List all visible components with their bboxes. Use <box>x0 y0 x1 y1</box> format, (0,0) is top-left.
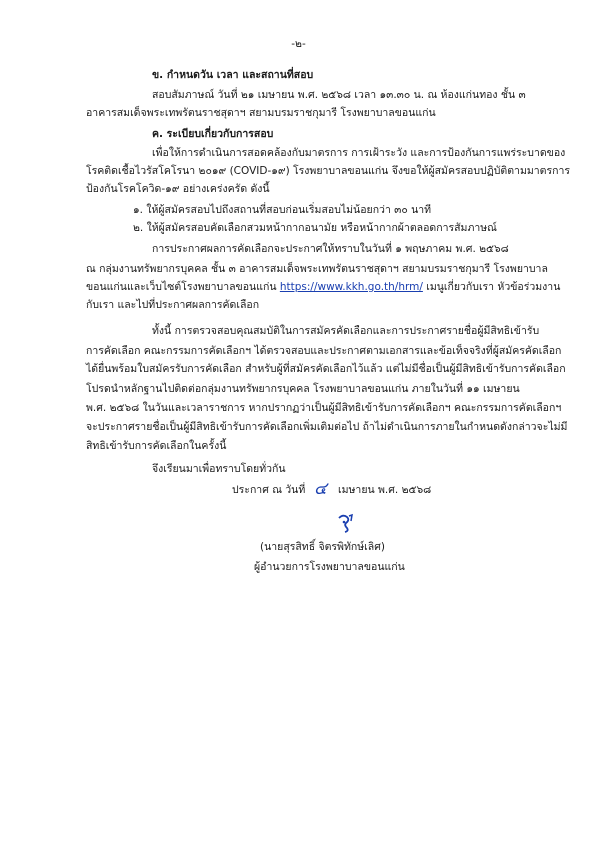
announce-line-3-tail: เมนูเกี่ยวกับเรา หัวข้อร่วมงาน <box>422 281 561 293</box>
announce-line-1: การประกาศผลการคัดเลือกจะประกาศให้ทราบในวันที่ ๑ พฤษภาคม พ.ศ. ๒๕๖๘ <box>152 243 509 255</box>
page-number: -๒- <box>291 38 306 50</box>
dated-month-year: เมษายน พ.ศ. ๒๕๖๘ <box>338 484 432 496</box>
exam-venue-line: อาคารสมเด็จพระเทพรัตนราชสุดาฯ สยามบรมราชกุมารี โรงพยาบาลขอนแก่น <box>86 107 436 119</box>
final-para-line-2: การคัดเลือก คณะกรรมการคัดเลือกฯ ได้ตรวจสอบและประกาศตามเอกสารและข้อเท็จจริงที่ผู้สมัครคัดเลือก <box>86 345 562 357</box>
closing-line: จึงเรียนมาเพื่อทราบโดยทั่วกัน <box>152 463 286 475</box>
rules-line-3: ป้องกันโรคโควิด-๑๙ อย่างเคร่งครัด ดังนี้ <box>86 183 270 195</box>
signer-title: ผู้อำนวยการโรงพยาบาลขอนแก่น <box>254 561 405 573</box>
final-para-line-4: โปรดนำหลักฐานไปติดต่อกลุ่มงานทรัพยากรบุคคล โรงพยาบาลขอนแก่น ภายในวันที่ ๑๑ เมษายน <box>86 383 520 395</box>
rule-item-2: ๒. ให้ผู้สมัครสอบคัดเลือกสวมหน้ากากอนามัย หรือหน้ากากผ้าตลอดการสัมภาษณ์ <box>133 222 497 234</box>
signer-name: (นายสุรสิทธิ์ จิตรพิทักษ์เลิศ) <box>260 541 385 553</box>
announce-line-3 <box>86 280 560 295</box>
section-kho2-heading: ค. ระเบียบเกี่ยวกับการสอบ <box>152 128 274 140</box>
final-para-line-6: จะประกาศรายชื่อเป็นผู้มีสิทธิเข้ารับการคัดเลือกเพิ่มเติมต่อไป ถ้าไม่ดำเนินการภายในกำหนดดังกล่าวจะไม่มี <box>86 421 568 433</box>
final-para-line-5: พ.ศ. ๒๕๖๘ ในวันและเวลาราชการ หากปรากฏว่าเป็นผู้มีสิทธิเข้ารับการคัดเลือกฯ คณะกรรมการคัดเลือกฯ <box>86 402 562 414</box>
exam-date-line: สอบสัมภาษณ์ วันที่ ๒๑ เมษายน พ.ศ. ๒๕๖๘ เวลา ๑๓.๓๐ น. ณ ห้องแก่นทอง ชั้น ๓ <box>152 89 526 101</box>
signature-mark <box>336 512 356 534</box>
handwritten-day <box>312 478 334 498</box>
final-para-line-3: ได้ยื่นพร้อมใบสมัครรับการคัดเลือก สำหรับผู้ที่สมัครคัดเลือกไว้แล้ว แต่ไม่มีชื่อเป็นผู้มีสิทธิเข้ารับการคัดเลือก <box>86 363 566 375</box>
rules-line-1: เพื่อให้การดำเนินการสอดคล้องกับมาตรการ การเฝ้าระวัง และการป้องกันการแพร่ระบาดของ <box>152 147 566 159</box>
final-para-line-7: สิทธิเข้ารับการคัดเลือกในครั้งนี้ <box>86 440 227 452</box>
rules-line-2: โรคติดเชื้อไวรัสโคโรนา ๒๐๑๙ (COVID-๑๙) โรงพยาบาลขอนแก่น จึงขอให้ผู้สมัครสอบปฏิบัติตามมาตรการ <box>86 165 571 177</box>
dated-label: ประกาศ ณ วันที่ <box>232 484 306 496</box>
announce-line-3-text: ขอนแก่นและเว็บไซต์โรงพยาบาลขอนแก่น <box>86 281 280 293</box>
final-para-line-1: ทั้งนี้ การตรวจสอบคุณสมบัติในการสมัครคัดเลือกและการประกาศรายชื่อผู้มีสิทธิเข้ารับ <box>152 325 540 337</box>
section-kho-heading: ข. กำหนดวัน เวลา และสถานที่สอบ <box>152 69 314 81</box>
rule-item-1: ๑. ให้ผู้สมัครสอบไปถึงสถานที่สอบก่อนเริ่มสอบไม่น้อยกว่า ๓๐ นาที <box>133 204 432 216</box>
announce-line-4: กับเรา และไปที่ประกาศผลการคัดเลือก <box>86 299 260 311</box>
hrm-website-link[interactable]: https://www.kkh.go.th/hrm/ <box>279 281 423 293</box>
announce-line-2: ณ กลุ่มงานทรัพยากรบุคคล ชั้น ๓ อาคารสมเด็จพระเทพรัตนราชสุดาฯ สยามบรมราชกุมารี โรงพยาบาล <box>86 263 548 275</box>
handwritten-day-text: ๔ <box>314 479 327 498</box>
